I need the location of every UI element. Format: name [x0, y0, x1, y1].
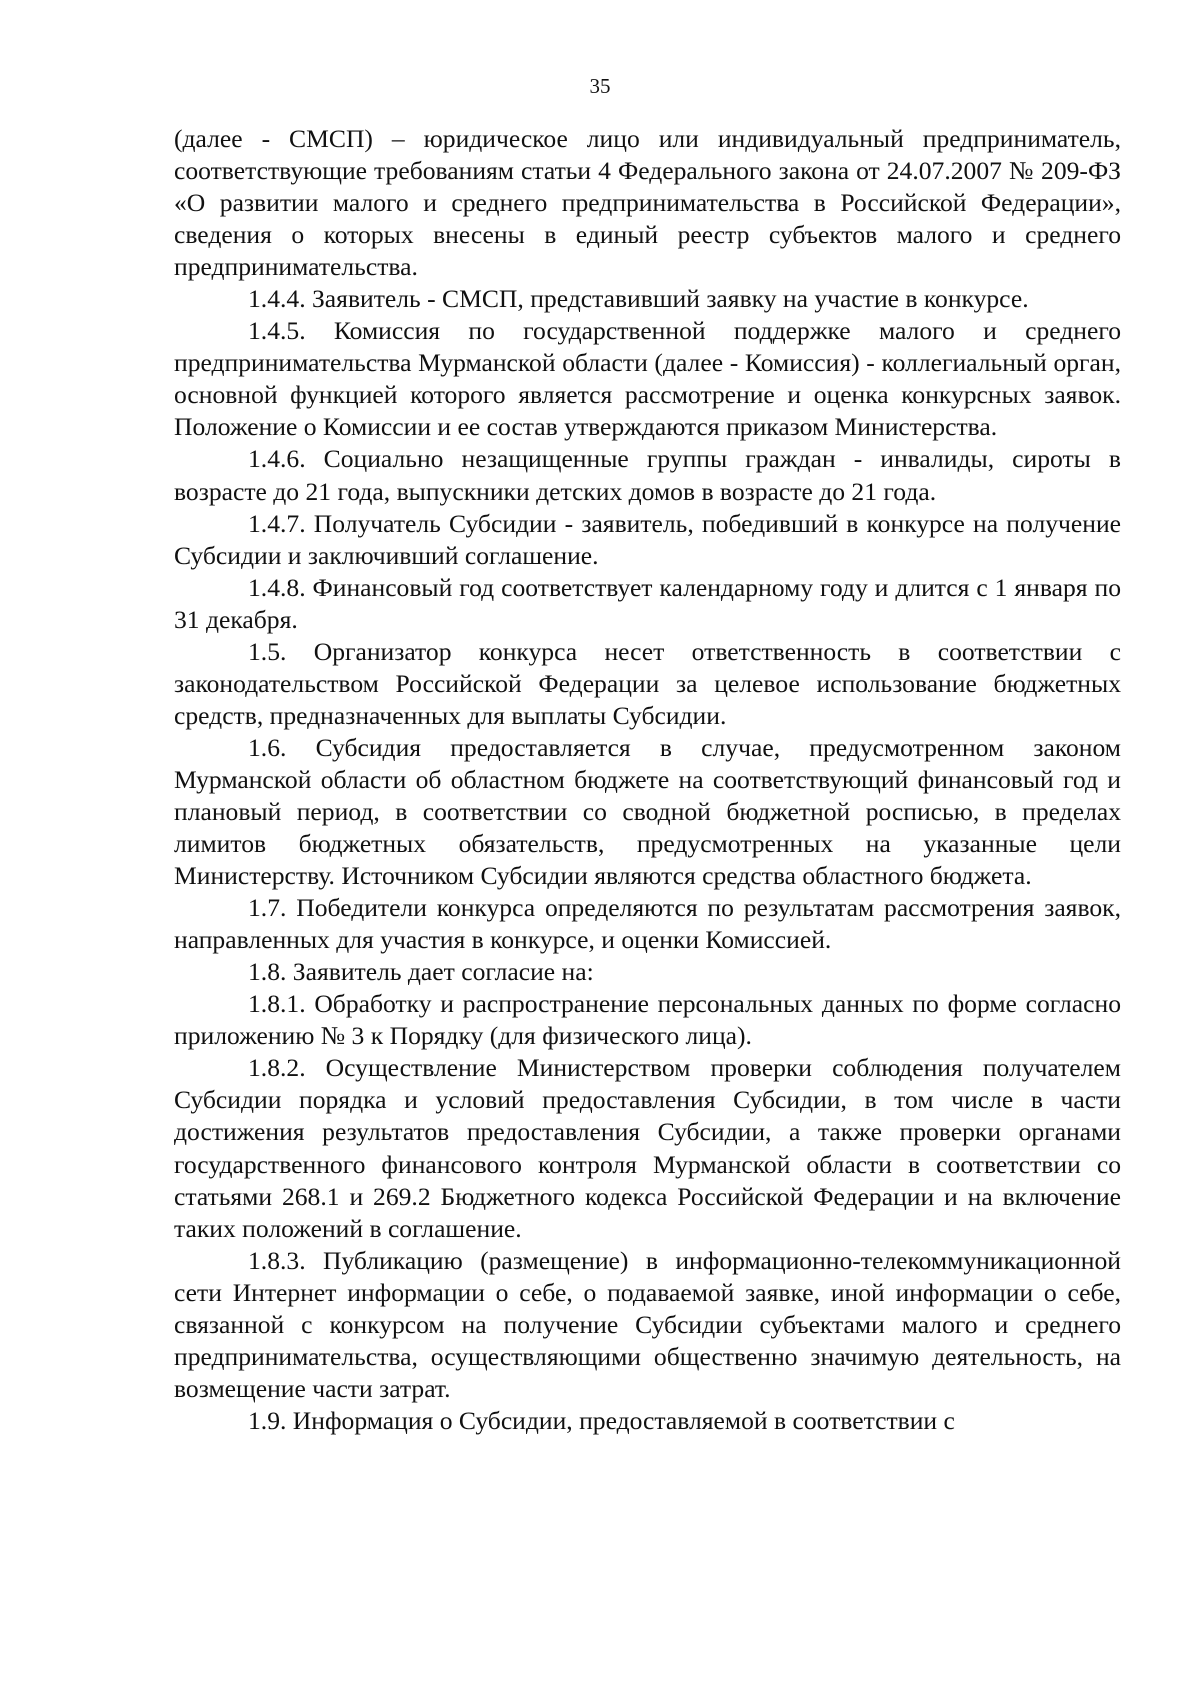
paragraph-1-4-8: 1.4.8. Финансовый год соответствует календарному году и длится с 1 января по 31 декабря. [174, 572, 1121, 634]
paragraph-1-8-3: 1.8.3. Публикацию (размещение) в информационно-телекоммуникационной сети Интернет информации о себе, о подаваемой заявке, иной информации о себе, связанной с конкурсом на получение Субсидии субъектами малого и среднего предпринимательства, осуществляющими общественно значимую деятельность, на возмещение части затрат. [174, 1245, 1121, 1403]
paragraph-1-5: 1.5. Организатор конкурса несет ответственность в соответствии с законодательством Российской Федерации за целевое использование бюджетных средств, предназначенных для выплаты Субсидии. [174, 636, 1121, 730]
paragraph-1-4-5: 1.4.5. Комиссия по государственной поддержке малого и среднего предпринимательства Мурманской области (далее - Комиссия) - коллегиальный орган, основной функцией которого является рассмотрение и оценка конкурсных заявок. Положение о Комиссии и ее состав утверждаются приказом Министерства. [174, 316, 1121, 442]
paragraph-smsp-definition-continued: (далее - СМСП) – юридическое лицо или индивидуальный предприниматель, соответствующие требованиям статьи 4 Федерального закона от 24.07.2007 № 209-ФЗ «О развитии малого и среднего предпринимательства в Российской Федерации», сведения о которых внесены в единый реестр субъектов малого и среднего предпринимательства. [174, 124, 1121, 282]
paragraph-1-7: 1.7. Победители конкурса определяются по результатам рассмотрения заявок, направленных для участия в конкурсе, и оценки Комиссией. [174, 893, 1121, 955]
paragraph-1-8-2: 1.8.2. Осуществление Министерством проверки соблюдения получателем Субсидии порядка и условий предоставления Субсидии, в том числе в части достижения результатов предоставления Субсидии, а также проверки органами государственного финансового контроля Мурманской области в соответствии со статьями 268.1 и 269.2 Бюджетного кодекса Российской Федерации и на включение таких положений в соглашение. [174, 1053, 1121, 1243]
paragraph-1-4-7: 1.4.7. Получатель Субсидии - заявитель, победивший в конкурсе на получение Субсидии и заключивший соглашение. [174, 508, 1121, 570]
paragraph-1-4-4: 1.4.4. Заявитель - СМСП, представивший заявку на участие в конкурсе. [248, 284, 1029, 314]
page-number: 35 [589, 74, 611, 98]
paragraph-1-9: 1.9. Информация о Субсидии, предоставляемой в соответствии с [248, 1405, 955, 1435]
paragraph-1-4-6: 1.4.6. Социально незащищенные группы граждан - инвалиды, сироты в возрасте до 21 года, выпускники детских домов в возрасте до 21 года. [174, 444, 1121, 506]
paragraph-1-8: 1.8. Заявитель дает согласие на: [248, 957, 594, 987]
paragraph-1-6: 1.6. Субсидия предоставляется в случае, предусмотренном законом Мурманской области об областном бюджете на соответствующий финансовый год и плановый период, в соответствии со сводной бюджетной росписью, в пределах лимитов бюджетных обязательств, предусмотренных на указанные цели Министерству. Источником Субсидии являются средства областного бюджета. [174, 732, 1121, 891]
document-body [174, 123, 1121, 1437]
paragraph-1-8-1: 1.8.1. Обработку и распространение персональных данных по форме согласно приложению № 3 к Порядку (для физического лица). [174, 989, 1121, 1051]
